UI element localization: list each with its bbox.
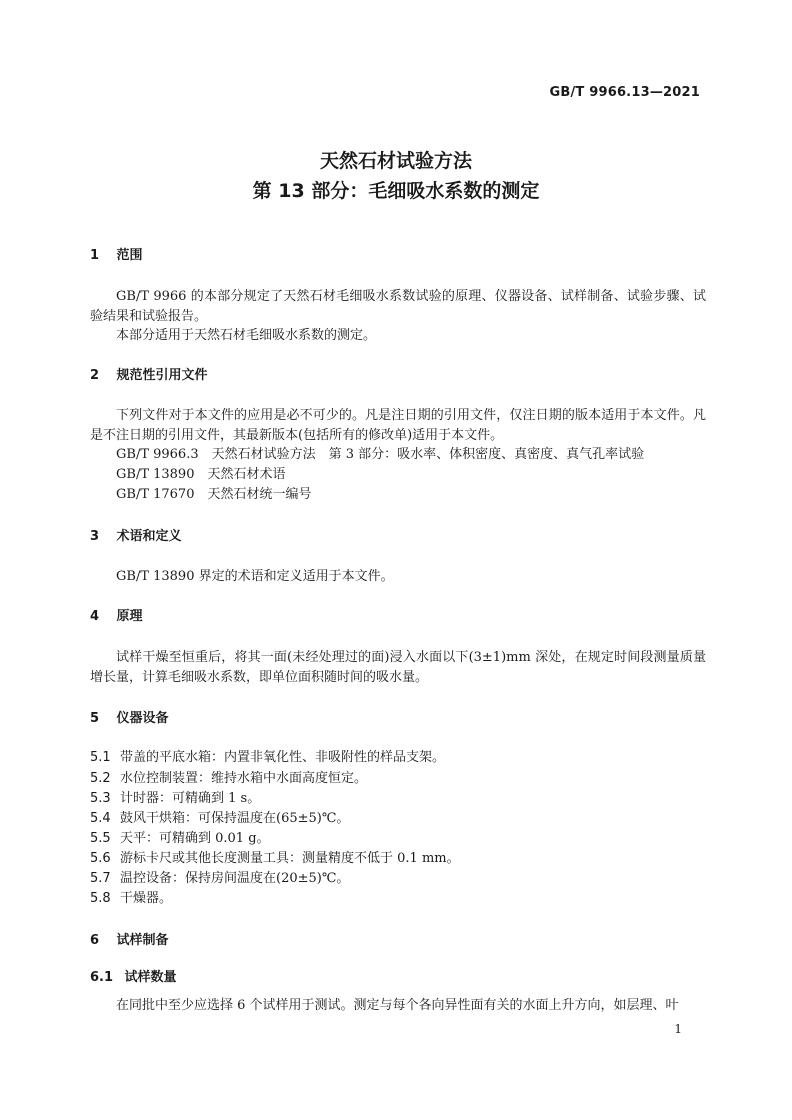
item-number: 5.4: [90, 811, 111, 826]
section-title: 试样制备: [116, 933, 169, 948]
reference-item: GB/T 9966.3 天然石材试验方法 第 3 部分：吸水率、体积密度、真密度、真气孔率试验: [116, 447, 645, 462]
list-item: [90, 889, 172, 909]
item-number: 5.1: [90, 750, 111, 765]
section-title: 原理: [116, 609, 143, 624]
item-text: 游标卡尺或其他长度测量工具：测量精度不低于 0.1 mm。: [120, 851, 460, 866]
item-text: 计时器：可精确到 1 s。: [120, 791, 261, 806]
section-heading-terms: [90, 528, 182, 546]
section-number: 1: [90, 248, 100, 263]
section-number: 6: [90, 933, 100, 948]
item-number: 5.5: [90, 831, 111, 846]
item-number: 5.2: [90, 771, 111, 786]
document-title: 天然石材试验方法: [319, 150, 472, 172]
list-item: [90, 748, 445, 768]
section-number: 4: [90, 609, 100, 624]
list-item: [90, 769, 367, 789]
subsection-title: 试样数量: [124, 970, 177, 985]
section-heading-normative-references: [90, 367, 208, 385]
list-item: [90, 849, 460, 869]
subsection-heading-specimen-quantity: [90, 969, 177, 987]
page-number: 1: [674, 1022, 682, 1036]
section-heading-specimen-preparation: [90, 932, 169, 950]
item-text: 带盖的平底水箱：内置非氧化性、非吸附性的样品支架。: [120, 750, 446, 765]
item-number: 5.8: [90, 891, 111, 906]
item-number: 5.6: [90, 851, 111, 866]
section-heading-principle: [90, 608, 143, 626]
section-title: 仪器设备: [116, 711, 169, 726]
paragraph: 本部分适用于天然石材毛细吸水系数的测定。: [116, 328, 377, 343]
item-number: 5.7: [90, 871, 111, 886]
list-item: [90, 829, 270, 849]
section-number: 5: [90, 711, 100, 726]
item-text: 鼓风干烘箱：可保持温度在(65±5)℃。: [120, 811, 350, 826]
reference-item: GB/T 17670 天然石材统一编号: [116, 487, 312, 502]
reference-item: GB/T 13890 天然石材术语: [116, 467, 286, 482]
item-number: 5.3: [90, 791, 111, 806]
item-text: 温控设备：保持房间温度在(20±5)℃。: [120, 871, 350, 886]
paragraph: GB/T 9966 的本部分规定了天然石材毛细吸水系数试验的原理、仪器设备、试样制备、试验步骤、试验结果和试验报告。: [90, 289, 706, 324]
item-text: 水位控制装置：维持水箱中水面高度恒定。: [120, 771, 368, 786]
section-heading-apparatus: [90, 710, 169, 728]
section-title: 范围: [116, 248, 143, 263]
section-title: 术语和定义: [116, 529, 182, 544]
standard-number: GB/T 9966.13—2021: [549, 85, 700, 100]
paragraph: GB/T 13890 界定的术语和定义适用于本文件。: [116, 569, 394, 584]
item-text: 天平：可精确到 0.01 g。: [120, 831, 270, 846]
section-number: 2: [90, 368, 100, 383]
subsection-number: 6.1: [90, 970, 114, 985]
section-heading-scope: [90, 247, 143, 265]
list-item: [90, 789, 260, 809]
item-text: 干燥器。: [120, 891, 173, 906]
paragraph: 下列文件对于本文件的应用是必不可少的。凡是注日期的引用文件，仅注日期的版本适用于本文件。凡是不注日期的引用文件，其最新版本(包括所有的修改单)适用于本文件。: [90, 408, 706, 443]
document-subtitle: 第 13 部分：毛细吸水系数的测定: [252, 180, 540, 202]
section-number: 3: [90, 529, 100, 544]
list-item: [90, 809, 349, 829]
section-title: 规范性引用文件: [116, 368, 208, 383]
paragraph: 试样干燥至恒重后，将其一面(未经处理过的面)浸入水面以下(3±1)mm 深处，在规定时间段测量质量增长量，计算毛细吸水系数，即单位面积随时间的吸水量。: [90, 650, 706, 685]
list-item: [90, 869, 349, 889]
paragraph: 在同批中至少应选择 6 个试样用于测试。测定与每个各向异性面有关的水面上升方向，如层理、叶: [116, 998, 679, 1013]
